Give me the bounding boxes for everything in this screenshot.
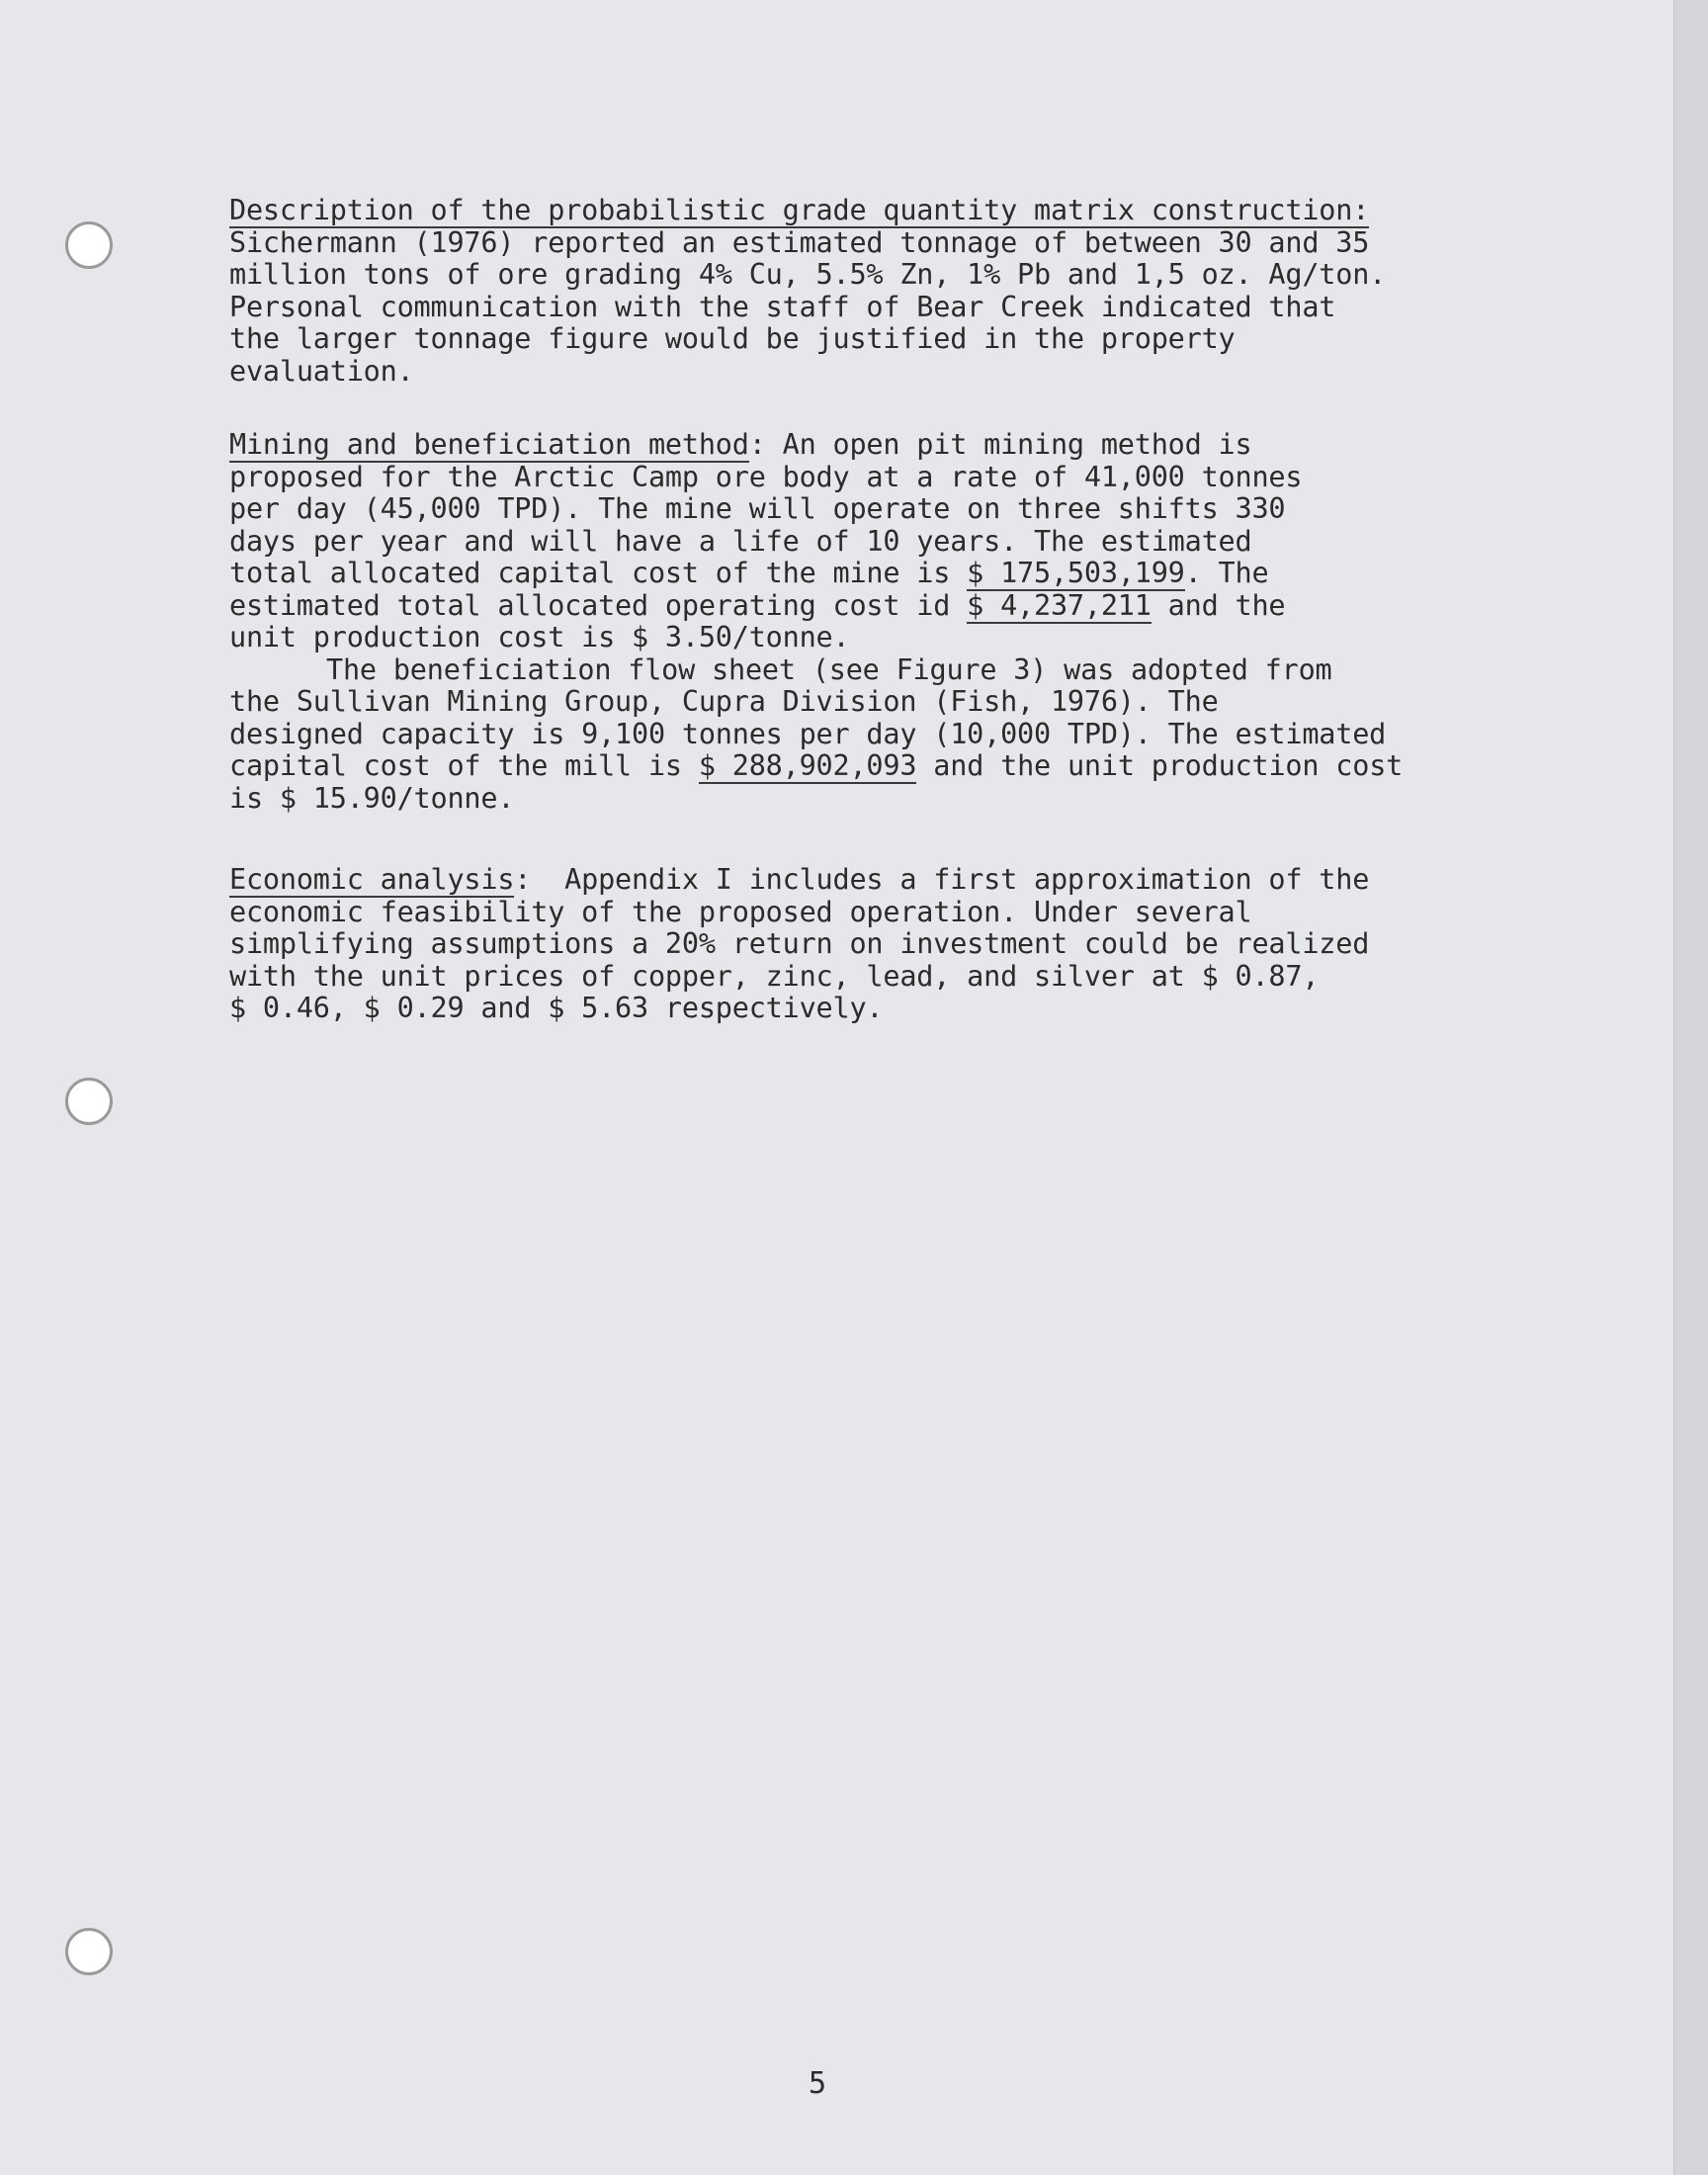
body-line: simplifying assumptions a 20% return on investment could be realized bbox=[229, 927, 1370, 960]
body-line: per day (45,000 TPD). The mine will operate on three shifts 330 bbox=[229, 492, 1286, 525]
body-line: evaluation. bbox=[229, 354, 414, 388]
body-line: the larger tonnage figure would be justified in the property bbox=[229, 322, 1236, 355]
capital-cost-suffix: . The bbox=[1184, 557, 1269, 589]
body-line: million tons of ore grading 4% Cu, 5.5% Zn, 1% Pb and 1,5 oz. Ag/ton. bbox=[229, 258, 1387, 291]
capital-cost-line bbox=[229, 558, 1415, 590]
page-number: 5 bbox=[809, 2066, 827, 2101]
body-line: Sichermann (1976) reported an estimated tonnage of between 30 and 35 bbox=[229, 225, 1370, 259]
punch-hole-bottom bbox=[65, 1928, 113, 1975]
body-line: Personal communication with the staff of Bear Creek indicated that bbox=[229, 290, 1336, 323]
operating-cost-suffix: and the bbox=[1151, 588, 1286, 622]
body-line: days per year and will have a life of 10 years. The estimated bbox=[229, 524, 1252, 558]
section-heading bbox=[229, 195, 1415, 227]
section-mining-method bbox=[229, 429, 1415, 815]
heading-text: Mining and beneficiation method bbox=[229, 428, 749, 461]
section-heading-line bbox=[229, 864, 1415, 897]
unit-cost-line: unit production cost is $ 3.50/tonne. bbox=[229, 621, 850, 653]
mill-cost-line bbox=[229, 750, 1415, 783]
section-heading-line bbox=[229, 429, 1415, 462]
body-line: proposed for the Arctic Camp ore body at a rate of 41,000 tonnes bbox=[229, 460, 1303, 493]
mill-unit-line: is $ 15.90/tonne. bbox=[229, 781, 515, 815]
body-line: designed capacity is 9,100 tonnes per day (10,000 TPD). The estimated bbox=[229, 717, 1387, 750]
punch-hole-middle bbox=[65, 1078, 113, 1125]
page-edge-shadow bbox=[1673, 0, 1708, 2175]
mill-cost-value: $ 288,902,093 bbox=[698, 749, 917, 782]
section-economic-analysis bbox=[229, 864, 1415, 1025]
section-grade-quantity bbox=[229, 195, 1415, 388]
capital-cost-value: $ 175,503,199 bbox=[967, 557, 1185, 589]
body-line: $ 0.46, $ 0.29 and $ 5.63 respectively. bbox=[229, 992, 884, 1024]
punch-hole-top bbox=[65, 221, 113, 269]
body-line-indented: The beneficiation flow sheet (see Figure 3) was adopted from bbox=[326, 652, 1332, 686]
heading-text: Economic analysis bbox=[229, 863, 515, 896]
heading-line-rest: : An open pit mining method is bbox=[748, 428, 1252, 461]
body-line: the Sullivan Mining Group, Cupra Division (Fish, 1976). The bbox=[229, 685, 1219, 718]
operating-cost-value: $ 4,237,211 bbox=[967, 588, 1152, 622]
capital-cost-prefix: total allocated capital cost of the mine is bbox=[229, 557, 968, 589]
heading-line-rest: : Appendix I includes a first approximation of the bbox=[514, 863, 1370, 896]
heading-text: Description of the probabilistic grade quantity matrix construction: bbox=[229, 194, 1370, 226]
operating-cost-line bbox=[229, 590, 1415, 623]
mill-cost-prefix: capital cost of the mill is bbox=[229, 749, 699, 782]
body-line: with the unit prices of copper, zinc, lead, and silver at $ 0.87, bbox=[229, 959, 1320, 993]
body-line: economic feasibility of the proposed operation. Under several bbox=[229, 895, 1252, 928]
mill-cost-suffix: and the unit production cost bbox=[916, 749, 1404, 782]
operating-cost-prefix: estimated total allocated operating cost id bbox=[229, 588, 968, 622]
